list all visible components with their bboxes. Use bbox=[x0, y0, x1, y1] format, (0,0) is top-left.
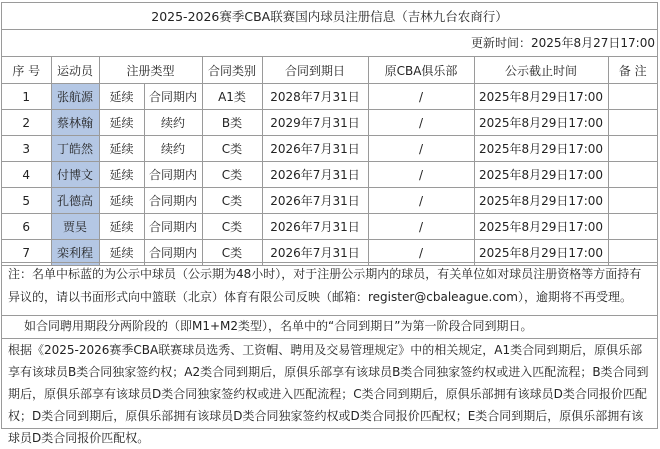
header-publicity-deadline: 公示截止时间 bbox=[474, 57, 608, 84]
publicity-deadline: 2025年8月29日17:00 bbox=[474, 188, 608, 214]
contract-category: C类 bbox=[202, 214, 262, 240]
registration-subtype: 合同期内 bbox=[144, 214, 202, 240]
note-contract-phases: 如合同聘用期段分两阶段的（即M1+M2类型），名单中的“合同到期日”为第一阶段合同到期日。 bbox=[2, 315, 657, 338]
row-index: 2 bbox=[2, 110, 51, 136]
player-name: 蔡林翰 bbox=[51, 110, 99, 136]
publicity-deadline: 2025年8月29日17:00 bbox=[474, 240, 608, 266]
remarks bbox=[608, 84, 657, 110]
registration-type: 延续 bbox=[99, 214, 144, 240]
contract-expiry: 2029年7月31日 bbox=[262, 110, 368, 136]
table-row bbox=[2, 110, 657, 136]
contract-category: B类 bbox=[202, 110, 262, 136]
player-name: 丁皓然 bbox=[51, 136, 99, 162]
registration-type: 延续 bbox=[99, 110, 144, 136]
registration-subtype: 续约 bbox=[144, 136, 202, 162]
registration-sheet bbox=[1, 2, 658, 445]
remarks bbox=[608, 214, 657, 240]
former-club: / bbox=[368, 84, 474, 110]
contract-category: C类 bbox=[202, 188, 262, 214]
former-club: / bbox=[368, 188, 474, 214]
registration-type: 延续 bbox=[99, 188, 144, 214]
former-club: / bbox=[368, 136, 474, 162]
table-row bbox=[2, 162, 657, 188]
publicity-deadline: 2025年8月29日17:00 bbox=[474, 214, 608, 240]
contract-category: C类 bbox=[202, 162, 262, 188]
remarks bbox=[608, 110, 657, 136]
registration-subtype: 合同期内 bbox=[144, 188, 202, 214]
header-contract-category: 合同类别 bbox=[202, 57, 262, 84]
contract-expiry: 2028年7月31日 bbox=[262, 84, 368, 110]
player-name: 付博文 bbox=[51, 162, 99, 188]
registration-table bbox=[2, 56, 657, 266]
row-index: 5 bbox=[2, 188, 51, 214]
header-registration-type: 注册类型 bbox=[99, 57, 202, 84]
former-club: / bbox=[368, 240, 474, 266]
note-contract-rules: 根据《2025-2026赛季CBA联赛球员选秀、工资帽、聘用及交易管理规定》中的相关规定，A1类合同到期后，原俱乐部享有该球员B类合同独家签约权；A2类合同到期后，原俱乐部享有该球员B类合同独家签约权或进入匹配流程；B类合同到期后，原俱乐部享有该球员D类合同独家签约权或进入匹配流程；C类合同到期后，原俱乐部拥有该球员D类合同报价匹配权；D类合同到期后，原俱乐部拥有该球员D类合同独家签约权或D类合同报价匹配权；E类合同到期后，原俱乐部拥有该球员D类合同报价匹配权。 bbox=[2, 338, 657, 428]
contract-expiry: 2026年7月31日 bbox=[262, 214, 368, 240]
former-club: / bbox=[368, 162, 474, 188]
header-contract-expiry: 合同到期日 bbox=[262, 57, 368, 84]
registration-type: 延续 bbox=[99, 84, 144, 110]
contract-category: A1类 bbox=[202, 84, 262, 110]
registration-type: 延续 bbox=[99, 162, 144, 188]
registration-subtype: 合同期内 bbox=[144, 84, 202, 110]
contract-expiry: 2026年7月31日 bbox=[262, 240, 368, 266]
publicity-deadline: 2025年8月29日17:00 bbox=[474, 162, 608, 188]
contract-category: C类 bbox=[202, 240, 262, 266]
row-index: 1 bbox=[2, 84, 51, 110]
header-index: 序 号 bbox=[2, 57, 51, 84]
player-name: 孔德高 bbox=[51, 188, 99, 214]
table-row bbox=[2, 188, 657, 214]
player-name: 贾昊 bbox=[51, 214, 99, 240]
header-player: 运动员 bbox=[51, 57, 99, 84]
registration-subtype: 续约 bbox=[144, 110, 202, 136]
former-club: / bbox=[368, 214, 474, 240]
player-name: 张航源 bbox=[51, 84, 99, 110]
row-index: 7 bbox=[2, 240, 51, 266]
sheet-title: 2025-2026赛季CBA联赛国内球员注册信息（吉林九台农商行） bbox=[2, 3, 657, 30]
header-remarks: 备 注 bbox=[608, 57, 657, 84]
row-index: 3 bbox=[2, 136, 51, 162]
table-row bbox=[2, 84, 657, 110]
remarks bbox=[608, 136, 657, 162]
publicity-deadline: 2025年8月29日17:00 bbox=[474, 110, 608, 136]
former-club: / bbox=[368, 110, 474, 136]
table-header-row bbox=[2, 57, 657, 84]
contract-expiry: 2026年7月31日 bbox=[262, 136, 368, 162]
note-publicity-objection: 注：名单中标蓝的为公示中球员（公示期为48小时），对于注册公示期内的球员，有关单位如对球员注册资格等方面持有异议的，请以书面形式向中篮联（北京）体育有限公司反映（邮箱：register@cbaleague.com），逾期将不再受理。 bbox=[2, 262, 657, 315]
remarks bbox=[608, 188, 657, 214]
registration-type: 延续 bbox=[99, 240, 144, 266]
row-index: 6 bbox=[2, 214, 51, 240]
contract-expiry: 2026年7月31日 bbox=[262, 188, 368, 214]
contract-category: C类 bbox=[202, 136, 262, 162]
remarks bbox=[608, 162, 657, 188]
publicity-deadline: 2025年8月29日17:00 bbox=[474, 136, 608, 162]
table-row bbox=[2, 136, 657, 162]
player-name: 栾利程 bbox=[51, 240, 99, 266]
update-time: 更新时间：2025年8月27日17:00 bbox=[470, 36, 655, 50]
registration-subtype: 合同期内 bbox=[144, 162, 202, 188]
contract-expiry: 2026年7月31日 bbox=[262, 162, 368, 188]
header-former-club: 原CBA俱乐部 bbox=[368, 57, 474, 84]
row-index: 4 bbox=[2, 162, 51, 188]
registration-type: 延续 bbox=[99, 136, 144, 162]
table-row bbox=[2, 214, 657, 240]
registration-subtype: 合同期内 bbox=[144, 240, 202, 266]
publicity-deadline: 2025年8月29日17:00 bbox=[474, 84, 608, 110]
